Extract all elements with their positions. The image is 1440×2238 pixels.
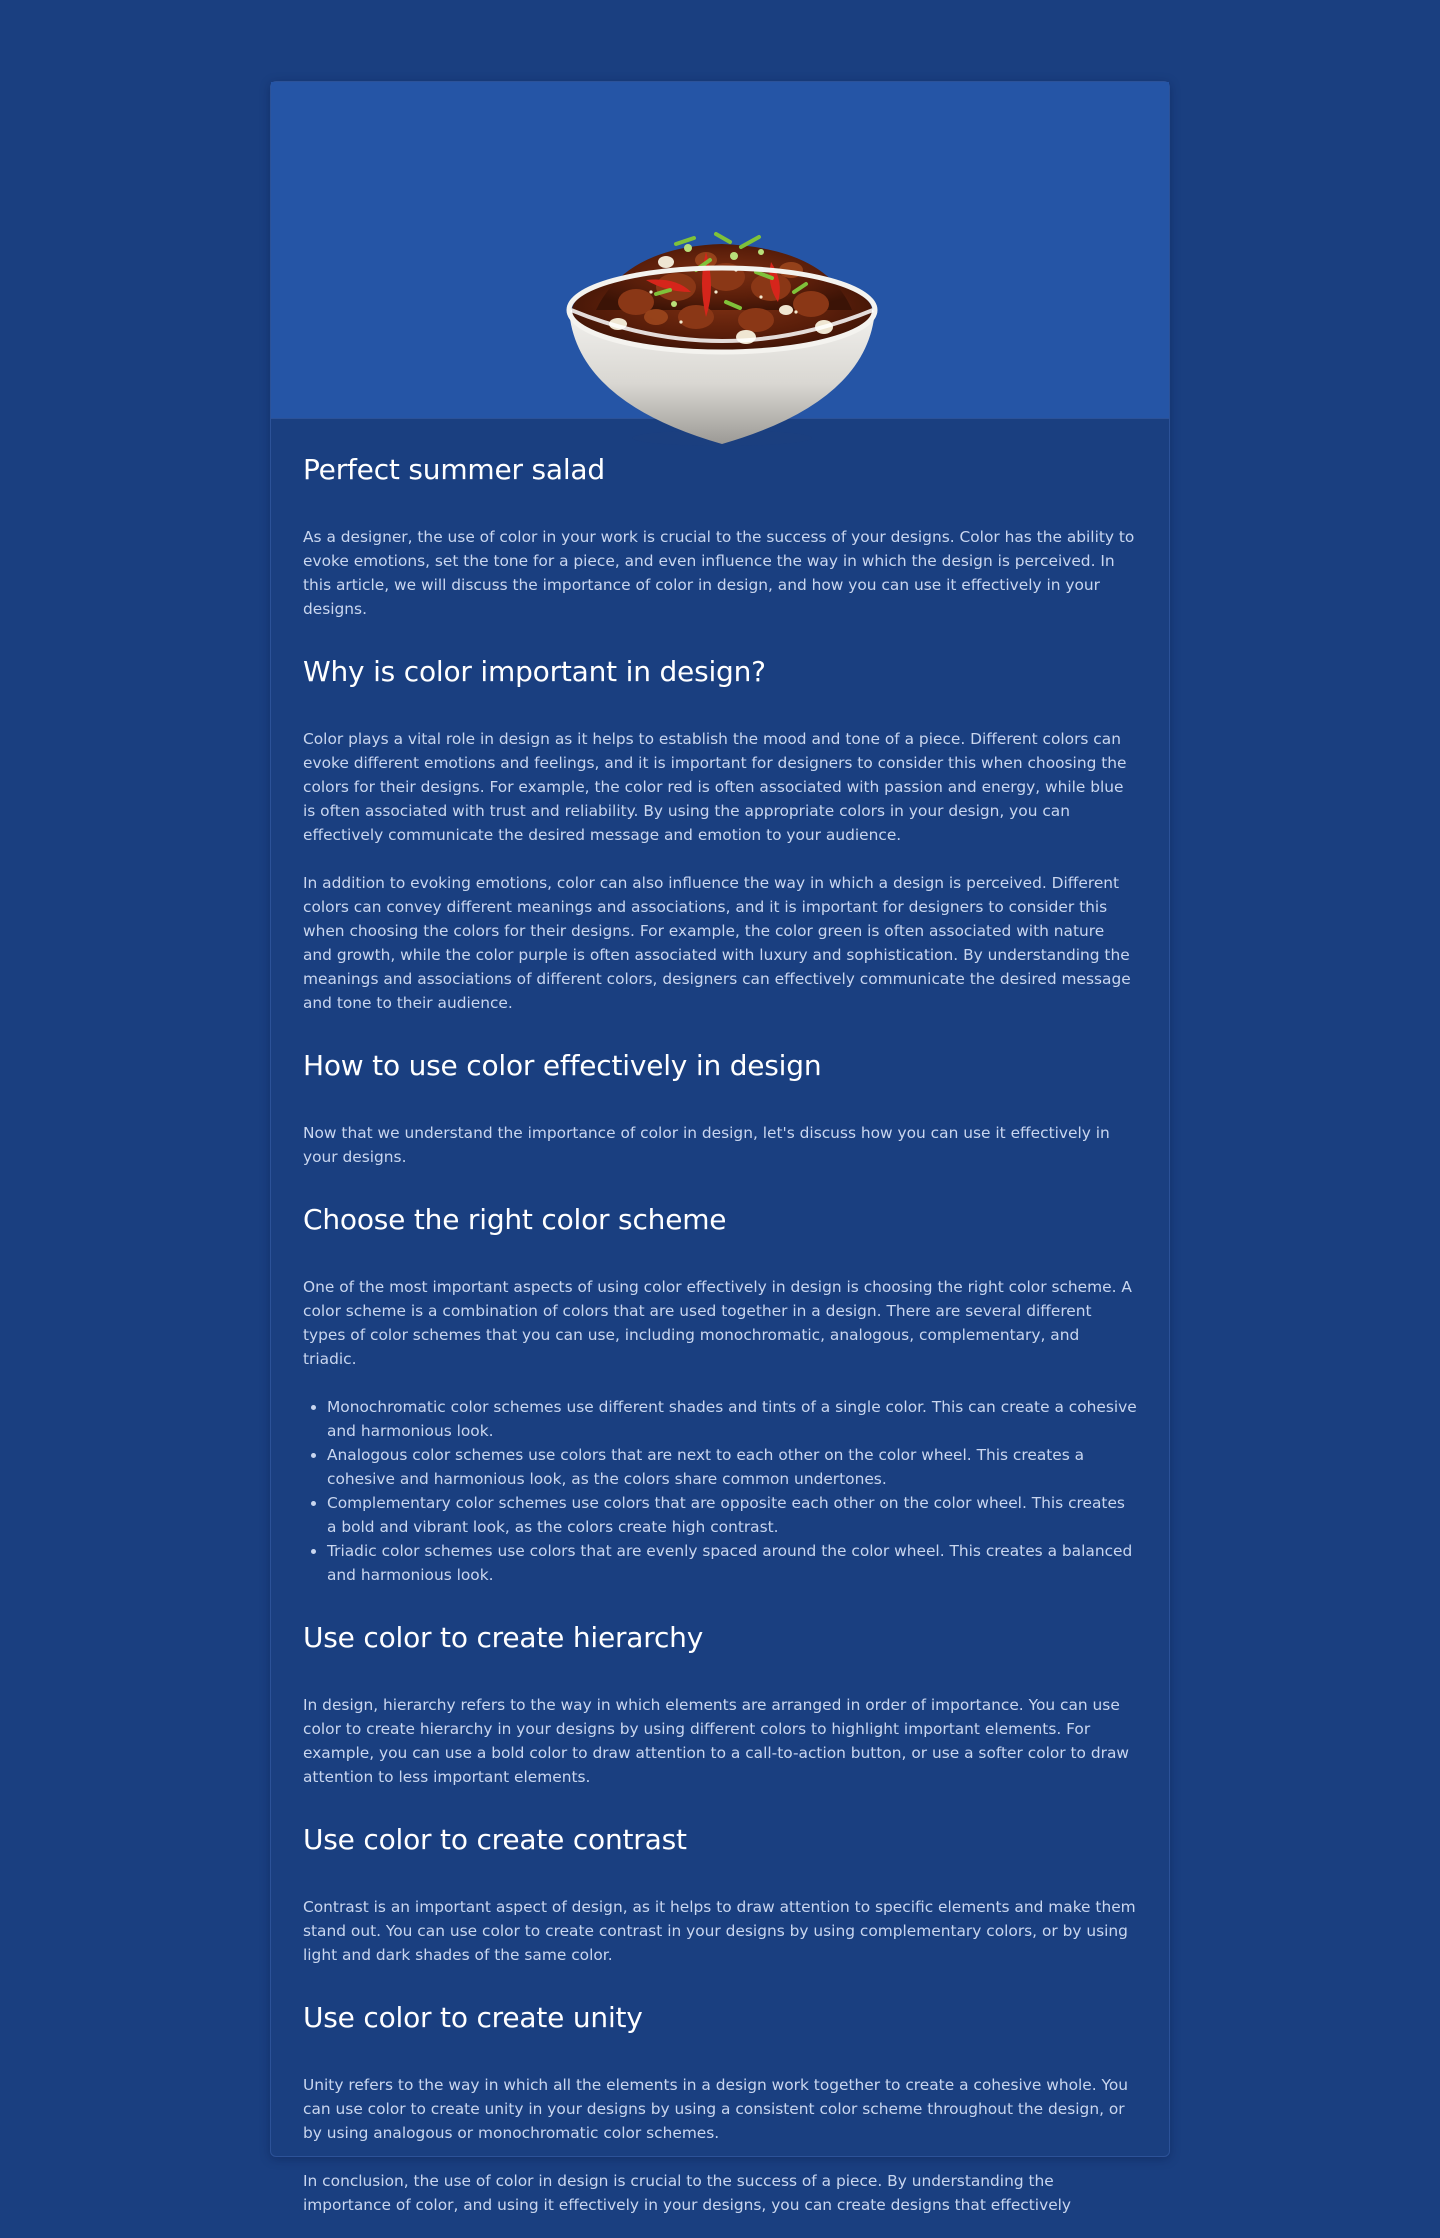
- list-item: • Complementary color schemes use colors that are opposite each other on the color wheel. This creates a bold and vibrant look, as the colors create high contrast.: [327, 1491, 1137, 1539]
- rice-bowl-image: [556, 152, 886, 382]
- list-item: • Analogous color schemes use colors that are next to each other on the color wheel. This creates a cohesive and harmonious look, as the colors share common undertones.: [327, 1443, 1137, 1491]
- paragraph: Now that we understand the importance of color in design, let's discuss how you can use it effectively in your designs.: [303, 1124, 1110, 1166]
- section-heading-why: Why is color important in design?: [303, 655, 766, 688]
- article-title: Perfect summer salad: [303, 453, 605, 486]
- list-item: • Triadic color schemes use colors that are evenly spaced around the color wheel. This creates a balanced and harmonious look.: [327, 1539, 1137, 1587]
- paragraph: Unity refers to the way in which all the elements in a design work together to create a cohesive whole. You can use color to create unity in your designs by using a consistent color scheme throughout the design, or by using analogous or monochromatic color schemes.: [303, 2076, 1129, 2142]
- conclusion-paragraph: In conclusion, the use of color in design is crucial to the success of a piece. By understanding the importance of color, and using it effectively in your designs, you can create designs that effectively: [303, 2172, 1072, 2214]
- paragraph: In design, hierarchy refers to the way in which elements are arranged in order of importance. You can use color to create hierarchy in your designs by using different colors to highlight important elements. For example, you can use a bold color to draw attention to a call-to-action button, or use a softer color to draw attention to less important elements.: [303, 1696, 1129, 1786]
- paragraph: Contrast is an important aspect of design, as it helps to draw attention to specific elements and make them stand out. You can use color to create contrast in your designs by using complementary colors, or by using light and dark shades of the same color.: [303, 1898, 1136, 1964]
- paragraph: One of the most important aspects of using color effectively in design is choosing the right color scheme. A color scheme is a combination of colors that are used together in a design. There are several different types of color schemes that you can use, including monochromatic, analogous, complementary, and triadic.: [303, 1278, 1132, 1368]
- section-heading-how: How to use color effectively in design: [303, 1049, 822, 1082]
- section-heading-contrast: Use color to create contrast: [303, 1823, 687, 1856]
- hero-banner: [271, 82, 1169, 419]
- paragraph: In addition to evoking emotions, color can also influence the way in which a design is perceived. Different colors can convey different meanings and associations, and it is important for designers to consider this when choosing the colors for their designs. For example, the color green is often associated with nature and growth, while the color purple is often associated with luxury and sophistication. By understanding the meanings and associations of different colors, designers can effectively communicate the desired message and tone to their audience.: [303, 874, 1131, 1012]
- color-scheme-list: [327, 1395, 1137, 1587]
- section-heading-scheme: Choose the right color scheme: [303, 1203, 727, 1236]
- paragraph: Color plays a vital role in design as it helps to establish the mood and tone of a piece. Different colors can evoke different emotions and feelings, and it is important for designers to consider this when choosing the colors for their designs. For example, the color red is often associated with passion and energy, while blue is often associated with trust and reliability. By using the appropriate colors in your design, you can effectively communicate the desired message and emotion to your audience.: [303, 730, 1127, 844]
- article-card: [270, 81, 1170, 2214]
- article-body: [271, 419, 1169, 2217]
- section-heading-hierarchy: Use color to create hierarchy: [303, 1621, 704, 1654]
- intro-paragraph: As a designer, the use of color in your work is crucial to the success of your designs. Color has the ability to evoke emotions, set the tone for a piece, and even influence the way in which the design is perceived. In this article, we will discuss the importance of color in design, and how you can use it effectively in your designs.: [303, 528, 1135, 618]
- list-item: • Monochromatic color schemes use different shades and tints of a single color. This can create a cohesive and harmonious look.: [327, 1395, 1137, 1443]
- section-heading-unity: Use color to create unity: [303, 2001, 643, 2034]
